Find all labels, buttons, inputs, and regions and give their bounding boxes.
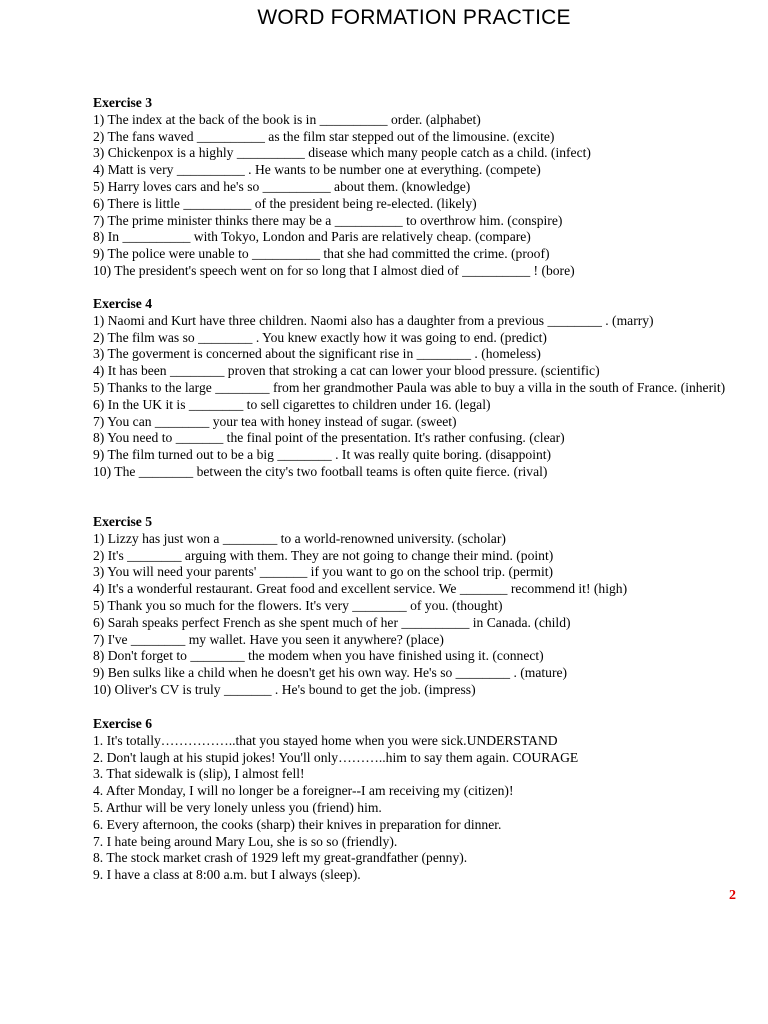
exercise-3: [93, 95, 748, 280]
exercise-item: 6) Sarah speaks perfect French as she spent much of her __________ in Canada. (child): [93, 614, 571, 630]
exercise-item: 7) The prime minister thinks there may be a __________ to overthrow him. (conspire): [93, 212, 563, 228]
exercise-heading: Exercise 5: [93, 514, 153, 529]
exercise-item: 1) The index at the back of the book is in __________ order. (alphabet): [93, 111, 481, 127]
exercise-item: 4) It's a wonderful restaurant. Great food and excellent service. We _______ recommend it! (high): [93, 581, 628, 597]
exercise-item: 1. It's totally……………..that you stayed home when you were sick.UNDERSTAND: [93, 732, 558, 748]
exercise-item: 6) There is little __________ of the president being re-elected. (likely): [93, 195, 477, 211]
exercise-item: 4. After Monday, I will no longer be a foreigner--I am receiving my (citizen)!: [93, 783, 514, 799]
exercise-heading: Exercise 4: [93, 296, 153, 311]
page-title: WORD FORMATION PRACTICE: [257, 6, 571, 29]
exercise-item: 5) Thanks to the large ________ from her grandmother Paula was able to buy a villa in the south of France. (inherit): [93, 379, 726, 395]
exercise-item: 7) I've ________ my wallet. Have you seen it anywhere? (place): [93, 631, 444, 647]
exercise-item: 6) In the UK it is ________ to sell cigarettes to children under 16. (legal): [93, 396, 491, 412]
exercise-4: [93, 296, 748, 481]
exercise-item: 8) You need to _______ the final point of the presentation. It's rather confusing. (clear): [93, 430, 565, 446]
exercise-item: 1) Lizzy has just won a ________ to a world-renowned university. (scholar): [93, 530, 506, 546]
exercise-item: 9) Ben sulks like a child when he doesn't get his own way. He's so ________ . (mature): [93, 665, 568, 681]
exercise-item: 2) It's ________ arguing with them. They are not going to change their mind. (point): [93, 547, 554, 563]
exercise-item: 10) The ________ between the city's two football teams is often quite fierce. (rival): [93, 463, 548, 479]
exercise-5: [93, 514, 748, 699]
exercise-item: 2) The fans waved __________ as the film star stepped out of the limousine. (excite): [93, 128, 555, 144]
exercise-heading: Exercise 3: [93, 95, 153, 110]
exercise-item: 9) The film turned out to be a big ________ . It was really quite boring. (disappoint): [93, 447, 552, 463]
exercise-item: 8. The stock market crash of 1929 left my great-grandfather (penny).: [93, 850, 468, 866]
page-number: 2: [729, 888, 736, 903]
exercise-item: 4) Matt is very __________ . He wants to be number one at everything. (compete): [93, 162, 541, 178]
exercise-item: 10) Oliver's CV is truly _______ . He's bound to get the job. (impress): [93, 681, 476, 697]
exercise-item: 5) Harry loves cars and he's so __________ about them. (knowledge): [93, 178, 471, 194]
exercise-item: 3) You will need your parents' _______ if you want to go on the school trip. (permit): [93, 564, 554, 580]
exercise-item: 7. I hate being around Mary Lou, she is so so (friendly).: [93, 833, 398, 849]
exercise-item: 6. Every afternoon, the cooks (sharp) their knives in preparation for dinner.: [93, 816, 502, 832]
exercise-item: 5) Thank you so much for the flowers. It's very ________ of you. (thought): [93, 597, 503, 613]
exercise-item: 3. That sidewalk is (slip), I almost fell!: [93, 766, 305, 782]
exercise-item: 3) The goverment is concerned about the significant rise in ________ . (homeless): [93, 346, 541, 362]
exercise-item: 7) You can ________ your tea with honey instead of sugar. (sweet): [93, 413, 457, 429]
exercise-item: 9. I have a class at 8:00 a.m. but I always (sleep).: [93, 867, 361, 883]
exercise-item: 9) The police were unable to __________ that she had committed the crime. (proof): [93, 246, 550, 262]
exercise-item: 2) The film was so ________ . You knew exactly how it was going to end. (predict): [93, 329, 547, 345]
exercise-item: 1) Naomi and Kurt have three children. Naomi also has a daughter from a previous ________ . (marry): [93, 312, 654, 328]
exercise-item: 3) Chickenpox is a highly __________ disease which many people catch as a child. (infect): [93, 145, 591, 161]
exercise-item: 5. Arthur will be very lonely unless you (friend) him.: [93, 799, 382, 815]
exercise-6: [93, 716, 748, 884]
exercise-heading: Exercise 6: [93, 716, 153, 731]
exercise-item: 2. Don't laugh at his stupid jokes! You'll only………..him to say them again. COURAGE: [93, 749, 579, 765]
exercise-item: 10) The president's speech went on for so long that I almost died of __________ ! (bore): [93, 262, 575, 278]
exercise-item: 8) Don't forget to ________ the modem when you have finished using it. (connect): [93, 648, 544, 664]
exercise-item: 8) In __________ with Tokyo, London and Paris are relatively cheap. (compare): [93, 229, 531, 245]
exercise-item: 4) It has been ________ proven that stroking a cat can lower your blood pressure. (scientific): [93, 363, 600, 379]
